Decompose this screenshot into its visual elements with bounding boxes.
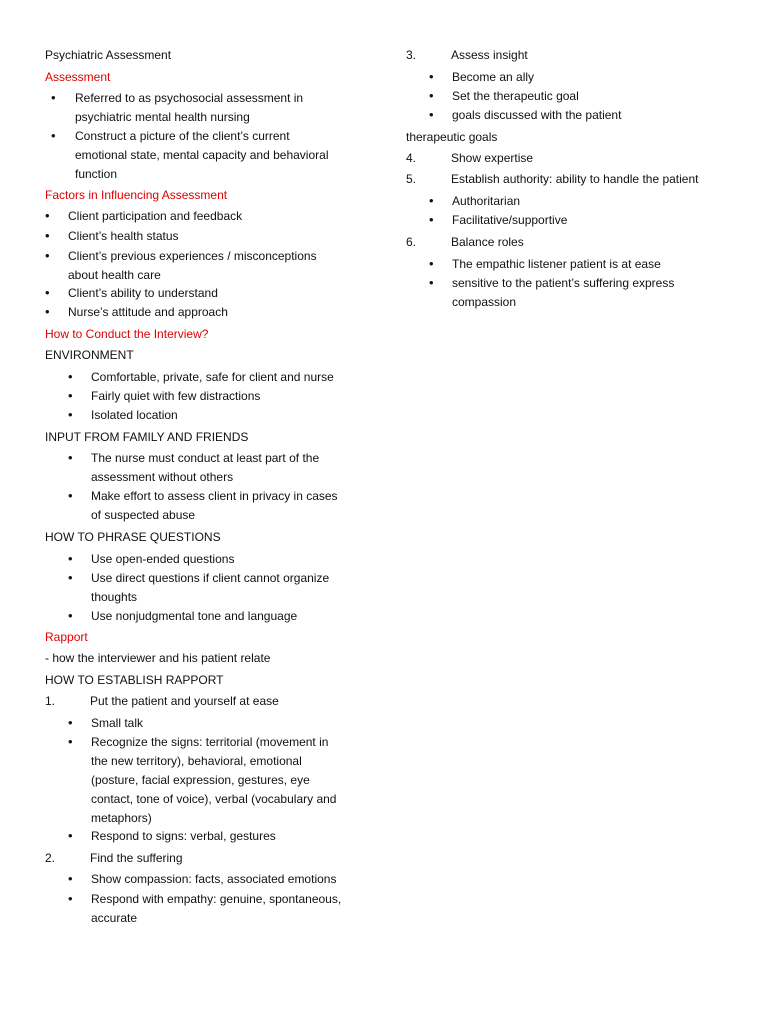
bullet-text: Use nonjudgmental tone and language	[91, 609, 298, 623]
bullet-text: metaphors)	[91, 811, 152, 825]
bullet-text: Facilitative/supportive	[452, 213, 568, 227]
bullet-text: of suspected abuse	[91, 508, 196, 522]
bullet-icon: •	[429, 212, 434, 227]
bullet-text: Client participation and feedback	[68, 209, 243, 223]
bullet-text: Show compassion: facts, associated emotions	[91, 872, 337, 886]
bullet-icon: •	[68, 570, 73, 585]
bullet-text: thoughts	[91, 590, 138, 604]
bullet-text: the new territory), behavioral, emotional	[91, 754, 302, 768]
bullet-icon: •	[429, 193, 434, 208]
bullet-text: Small talk	[91, 716, 144, 730]
bullet-text: psychiatric mental health nursing	[75, 110, 250, 124]
bullet-text: Client’s previous experiences / misconceptions	[68, 249, 317, 263]
bullet-text: Referred to as psychosocial assessment in	[75, 91, 304, 105]
bullet-icon: •	[45, 304, 50, 319]
bullet-icon: •	[68, 715, 73, 730]
bullet-icon: •	[51, 90, 56, 105]
bullet-text: accurate	[91, 911, 138, 925]
bullet-text: Recognize the signs: territorial (movement in	[91, 735, 329, 749]
bullet-text: Authoritarian	[452, 194, 521, 208]
step-number: 2.	[45, 851, 56, 865]
subheading-establish: HOW TO ESTABLISH RAPPORT	[45, 673, 224, 687]
bullet-text: Construct a picture of the client’s current	[75, 129, 290, 143]
bullet-text: The nurse must conduct at least part of the	[91, 451, 320, 465]
section-heading-assessment: Assessment	[45, 70, 111, 84]
step-number: 3.	[406, 48, 417, 62]
bullet-text: about health care	[68, 268, 161, 282]
step-text: Put the patient and yourself at ease	[90, 694, 279, 708]
bullet-text: Isolated location	[91, 408, 178, 422]
bullet-icon: •	[68, 488, 73, 503]
section-heading-rapport: Rapport	[45, 630, 88, 644]
page-title: Psychiatric Assessment	[45, 48, 172, 62]
bullet-icon: •	[429, 275, 434, 290]
bullet-icon: •	[51, 128, 56, 143]
step-number: 1.	[45, 694, 56, 708]
step-number: 5.	[406, 172, 417, 186]
bullet-text: assessment without others	[91, 470, 234, 484]
bullet-text: function	[75, 167, 118, 181]
subheading-environment: ENVIRONMENT	[45, 348, 134, 362]
bullet-text: Set the therapeutic goal	[452, 89, 579, 103]
step-text: Find the suffering	[90, 851, 183, 865]
bullet-text: Respond to signs: verbal, gestures	[91, 829, 276, 843]
bullet-icon: •	[45, 228, 50, 243]
therapeutic-goals-label: therapeutic goals	[406, 130, 498, 144]
step-text: Assess insight	[451, 48, 528, 62]
subheading-family: INPUT FROM FAMILY AND FRIENDS	[45, 430, 249, 444]
bullet-icon: •	[429, 107, 434, 122]
bullet-text: Comfortable, private, safe for client and nurse	[91, 370, 334, 384]
rapport-definition: - how the interviewer and his patient relate	[45, 651, 271, 665]
bullet-icon: •	[68, 551, 73, 566]
step-number: 4.	[406, 151, 417, 165]
bullet-text: Use open-ended questions	[91, 552, 235, 566]
bullet-text: goals discussed with the patient	[452, 108, 622, 122]
step-number: 6.	[406, 235, 417, 249]
bullet-icon: •	[68, 871, 73, 886]
section-heading-interview: How to Conduct the Interview?	[45, 327, 209, 341]
bullet-icon: •	[68, 450, 73, 465]
bullet-icon: •	[68, 608, 73, 623]
bullet-text: sensitive to the patient’s suffering express	[452, 276, 675, 290]
bullet-icon: •	[68, 369, 73, 384]
bullet-icon: •	[68, 828, 73, 843]
bullet-icon: •	[68, 891, 73, 906]
bullet-icon: •	[45, 248, 50, 263]
bullet-icon: •	[45, 285, 50, 300]
step-text: Balance roles	[451, 235, 524, 249]
bullet-text: The empathic listener patient is at ease	[452, 257, 661, 271]
bullet-text: contact, tone of voice), verbal (vocabulary and	[91, 792, 337, 806]
bullet-text: (posture, facial expression, gestures, eye	[91, 773, 310, 787]
subheading-phrase: HOW TO PHRASE QUESTIONS	[45, 530, 221, 544]
bullet-text: Nurse’s attitude and approach	[68, 305, 228, 319]
bullet-icon: •	[429, 256, 434, 271]
bullet-icon: •	[68, 388, 73, 403]
bullet-text: Client’s ability to understand	[68, 286, 218, 300]
step-text: Show expertise	[451, 151, 534, 165]
bullet-text: Become an ally	[452, 70, 535, 84]
bullet-text: Client’s health status	[68, 229, 179, 243]
bullet-text: emotional state, mental capacity and behavioral	[75, 148, 329, 162]
bullet-icon: •	[68, 734, 73, 749]
bullet-text: compassion	[452, 295, 517, 309]
step-text: Establish authority: ability to handle the patient	[451, 172, 699, 186]
bullet-text: Fairly quiet with few distractions	[91, 389, 261, 403]
bullet-text: Make effort to assess client in privacy in cases	[91, 489, 338, 503]
section-heading-factors: Factors in Influencing Assessment	[45, 188, 228, 202]
bullet-text: Respond with empathy: genuine, spontaneous,	[91, 892, 342, 906]
bullet-icon: •	[45, 208, 50, 223]
bullet-icon: •	[68, 407, 73, 422]
bullet-text: Use direct questions if client cannot organize	[91, 571, 330, 585]
bullet-icon: •	[429, 69, 434, 84]
bullet-icon: •	[429, 88, 434, 103]
